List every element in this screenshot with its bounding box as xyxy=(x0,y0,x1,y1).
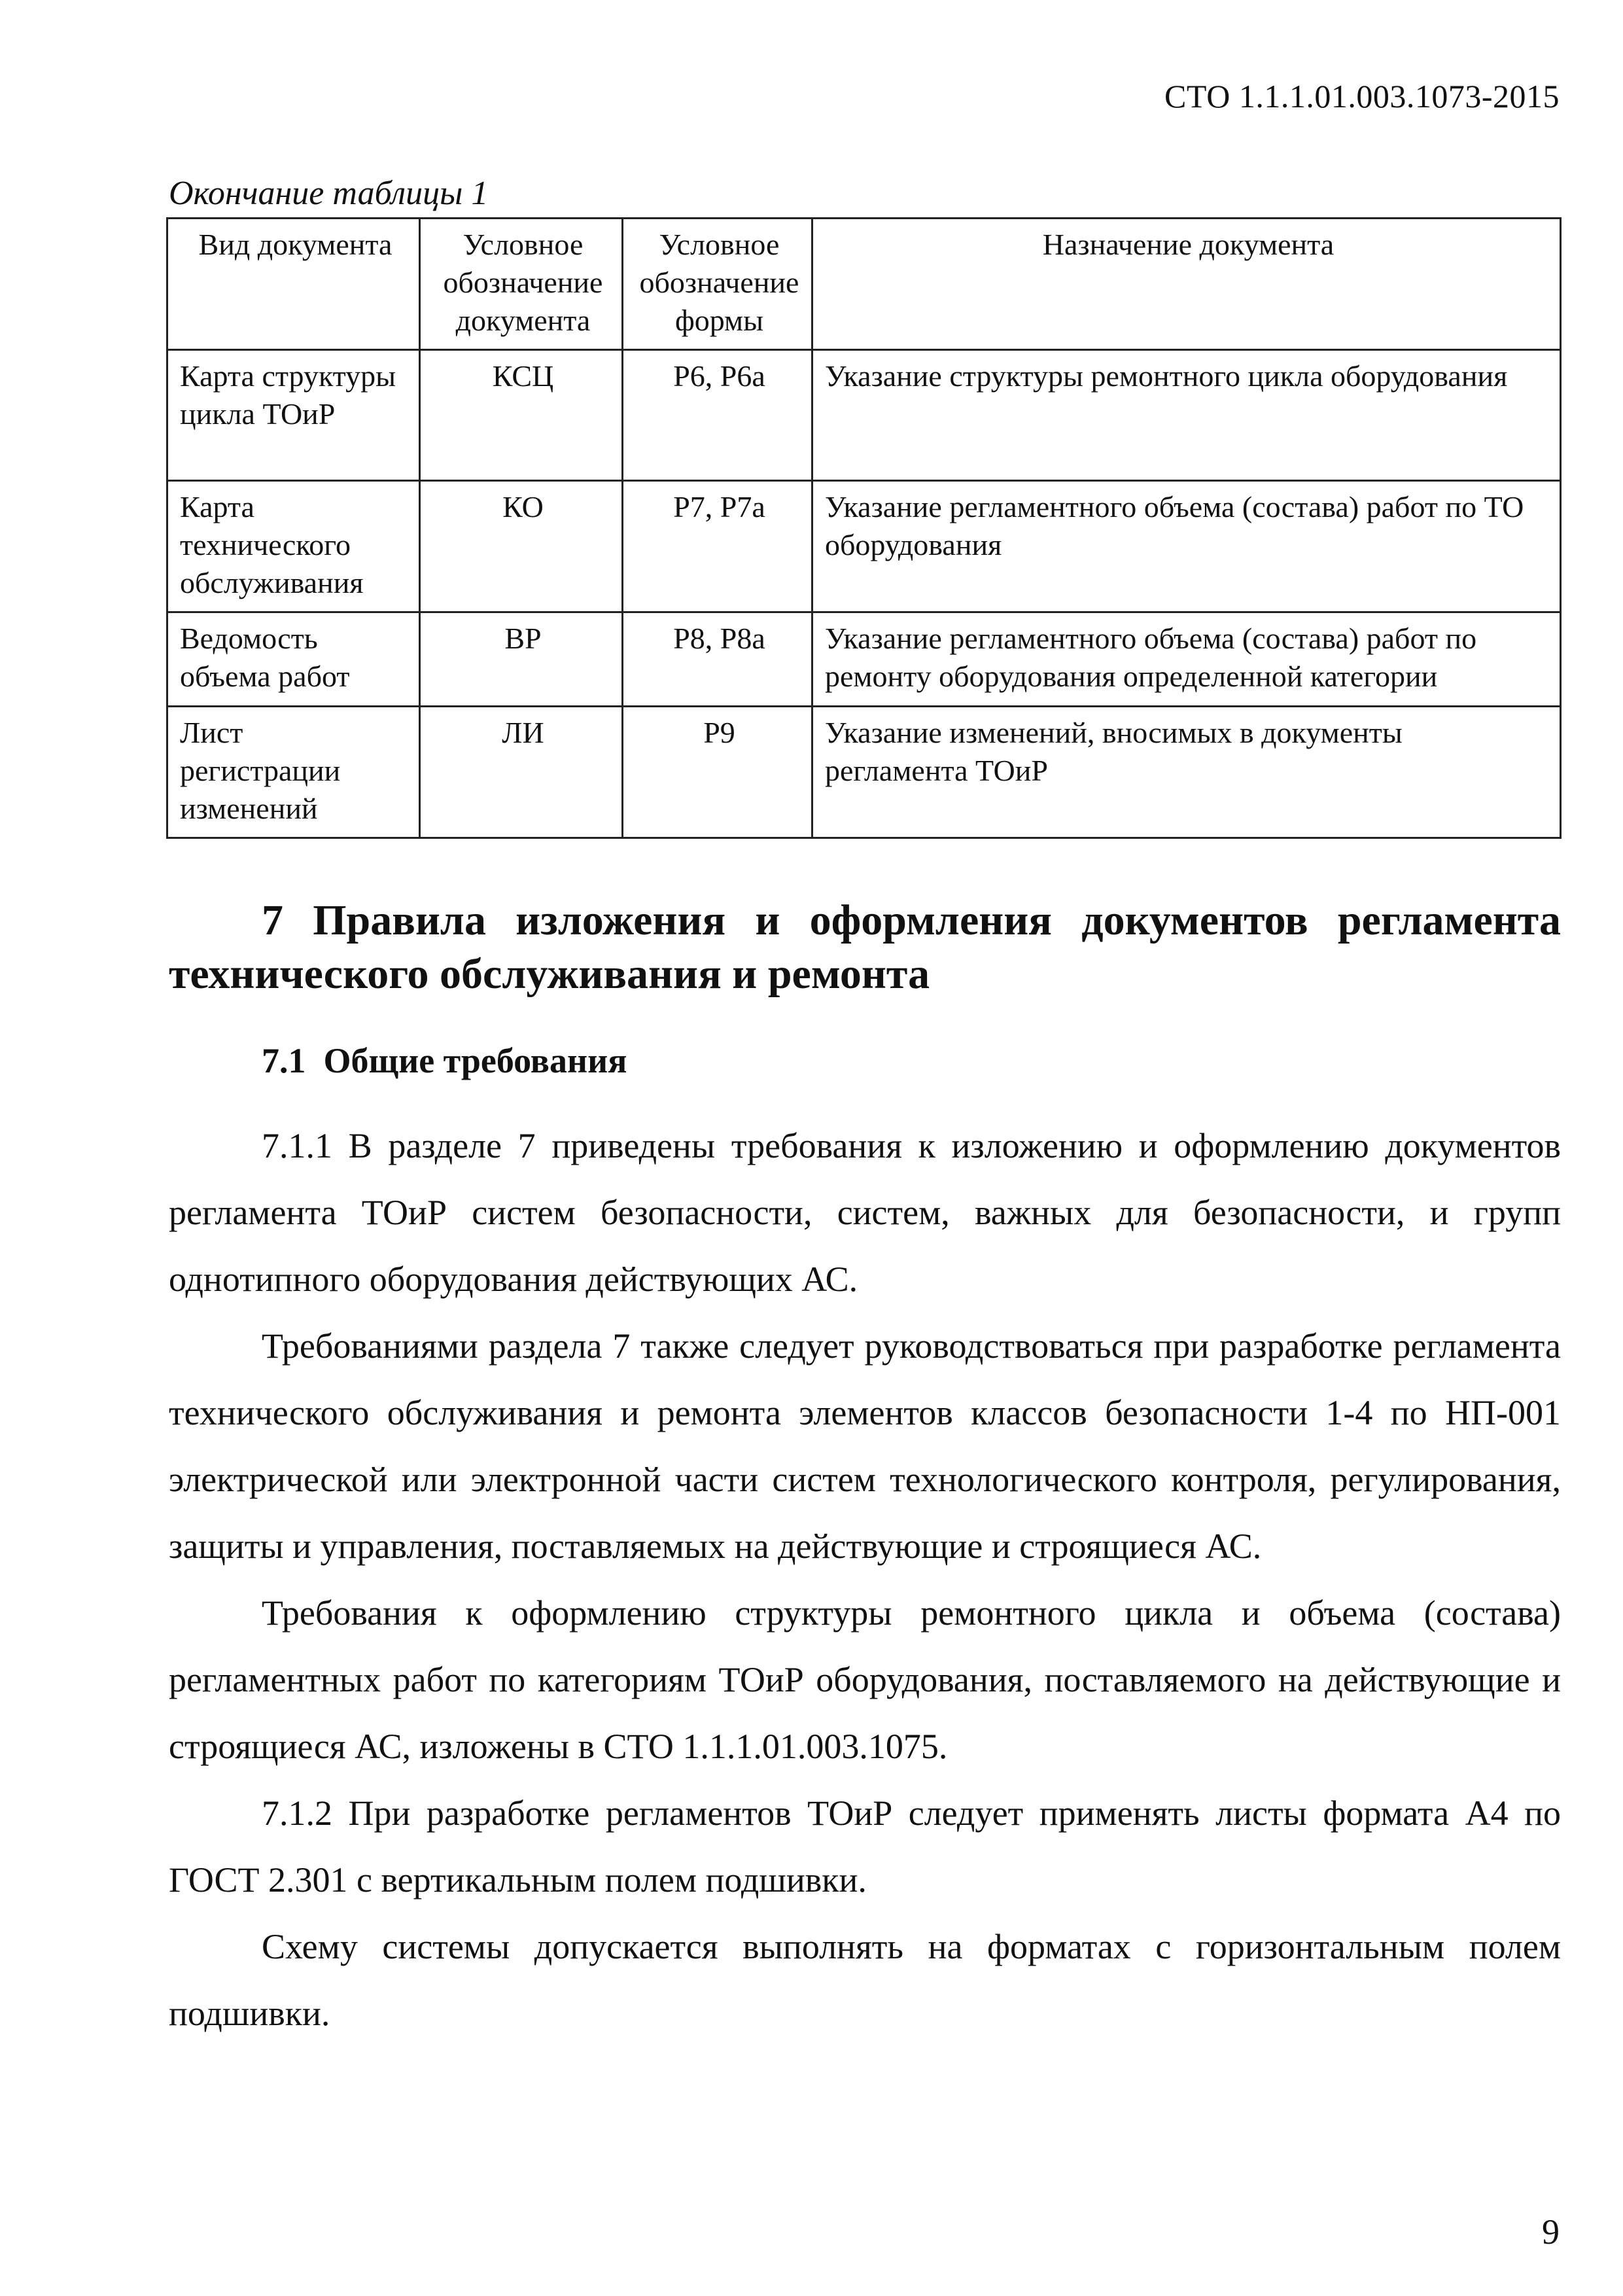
document-code-header: СТО 1.1.1.01.003.1073-2015 xyxy=(1164,78,1560,115)
paragraph: Требования к оформлению структуры ремонтного цикла и объема (состава) регламентных работ по категориям ТОиР оборудования, поставляемого на действующие и строящиеся АС, изложены в СТО 1.1.1.01.003.1075. xyxy=(169,1593,1561,1766)
cell-form-code: Р9 xyxy=(623,707,812,838)
cell-purpose: Указание регламентного объема (состава) работ по ТО оборудования xyxy=(812,481,1561,612)
paragraph: Требованиями раздела 7 также следует руководствоваться при разработке регламента технического обслуживания и ремонта элементов классов безопасности 1-4 по НП-001 электрической или электронной части систем технологического контроля, регулирования, защиты и управления, поставляемых на действующие и строящиеся АС. xyxy=(169,1326,1561,1566)
cell-document-type: Лист регистрации изменений xyxy=(167,707,420,838)
column-header-form-code: Условное обозначение формы xyxy=(623,219,812,350)
section-heading xyxy=(169,894,1561,1001)
section-title: Правила изложения и оформления документов регламента технического обслуживания и ремонта xyxy=(169,896,1562,998)
column-header-purpose: Назначение документа xyxy=(812,219,1561,350)
table-row xyxy=(167,350,1561,481)
table-row xyxy=(167,612,1561,707)
table-row xyxy=(167,481,1561,612)
cell-document-type: Ведомость объема работ xyxy=(167,612,420,707)
cell-document-code: ВР xyxy=(420,612,623,707)
cell-document-code: ЛИ xyxy=(420,707,623,838)
subsection-number: 7.1 xyxy=(262,1041,306,1080)
cell-purpose: Указание изменений, вносимых в документы регламента ТОиР xyxy=(812,707,1561,838)
subsection-heading xyxy=(262,1040,627,1081)
cell-document-type: Карта технического обслуживания xyxy=(167,481,420,612)
cell-document-code: КО xyxy=(420,481,623,612)
cell-purpose: Указание структуры ремонтного цикла оборудования xyxy=(812,350,1561,481)
paragraph: 7.1.2 При разработке регламентов ТОиР следует применять листы формата А4 по ГОСТ 2.301 с вертикальным полем подшивки. xyxy=(169,1793,1561,1899)
cell-form-code: Р7, Р7а xyxy=(623,481,812,612)
paragraph: Схему системы допускается выполнять на форматах с горизонтальным полем подшивки. xyxy=(169,1927,1561,2033)
section-number: 7 xyxy=(262,896,283,944)
table-row xyxy=(167,707,1561,838)
column-header-document-type: Вид документа xyxy=(167,219,420,350)
cell-document-type: Карта структуры цикла ТОиР xyxy=(167,350,420,481)
cell-form-code: Р8, Р8а xyxy=(623,612,812,707)
table-caption: Окончание таблицы 1 xyxy=(169,175,489,212)
body-text xyxy=(169,1112,1561,2047)
paragraph: 7.1.1 В разделе 7 приведены требования к изложению и оформлению документов регламента ТОиР систем безопасности, систем, важных для безопасности, и групп однотипного оборудования действующих АС. xyxy=(169,1126,1561,1299)
column-header-document-code: Условное обозначение документа xyxy=(420,219,623,350)
page-number: 9 xyxy=(1542,2212,1560,2252)
cell-document-code: КСЦ xyxy=(420,350,623,481)
cell-form-code: Р6, Р6а xyxy=(623,350,812,481)
subsection-title: Общие требования xyxy=(323,1041,627,1080)
cell-purpose: Указание регламентного объема (состава) работ по ремонту оборудования определенной категории xyxy=(812,612,1561,707)
documents-table xyxy=(166,217,1562,839)
table-header-row xyxy=(167,219,1561,350)
